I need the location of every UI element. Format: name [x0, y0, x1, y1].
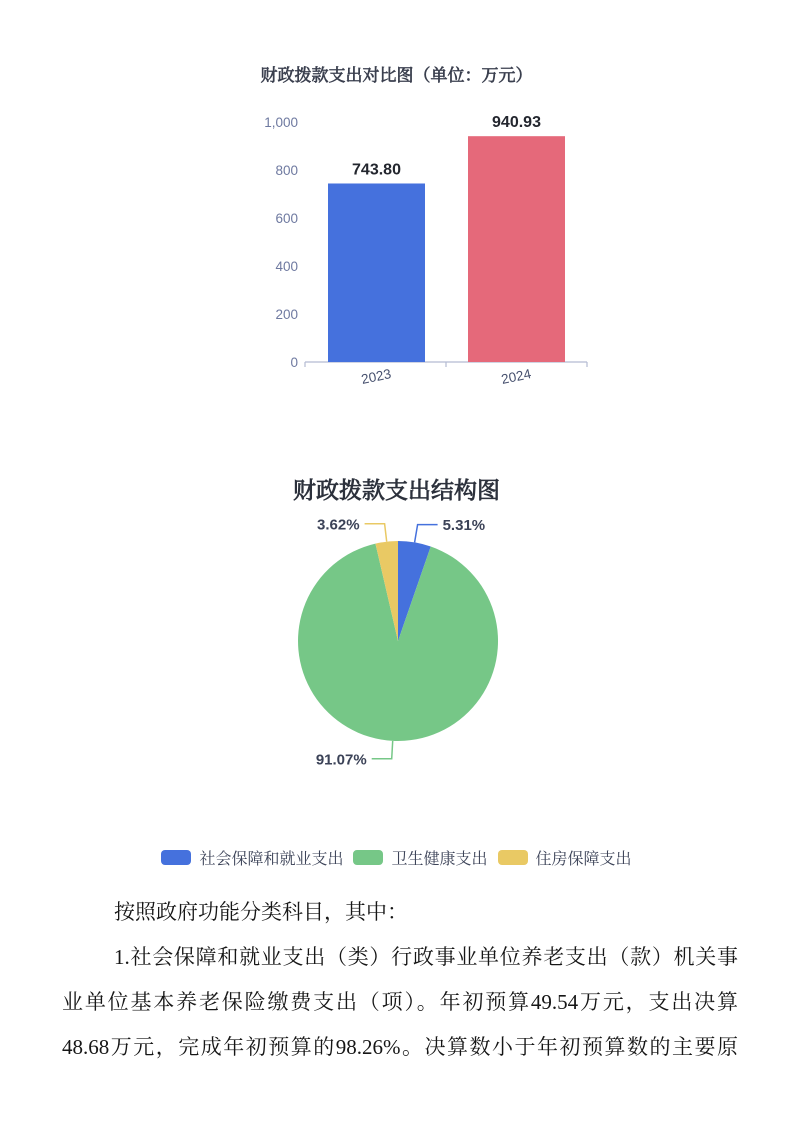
pie-label-line	[372, 741, 393, 759]
bar-value-label: 743.80	[352, 161, 401, 179]
legend-item-housing	[498, 846, 632, 869]
pie-percent-label: 5.31%	[442, 517, 486, 535]
paragraph-line: 48.68万元，完成年初预算的98.26%。决算数小于年初预算数的主要原	[62, 1035, 738, 1059]
x-axis-tick-label: 2023	[359, 366, 393, 387]
paragraph-line: 1.社会保障和就业支出（类）行政事业单位养老支出（款）机关事	[114, 945, 738, 969]
pie-label-line	[365, 524, 387, 542]
y-axis-tick-label: 800	[275, 163, 298, 178]
y-axis-tick-label: 1,000	[264, 115, 298, 130]
bar-2024	[468, 136, 565, 362]
legend-label: 社会保障和就业支出	[199, 851, 344, 868]
bar-value-label: 940.93	[492, 114, 541, 132]
y-axis-tick-label: 0	[290, 355, 298, 370]
legend-item-health	[353, 846, 487, 869]
pie-chart-title: 财政拨款支出结构图	[293, 477, 500, 503]
y-axis-tick-label: 600	[275, 211, 298, 226]
paragraph-line: 业单位基本养老保险缴费支出（项）。年初预算49.54万元，支出决算	[62, 990, 738, 1014]
pie-legend	[0, 846, 793, 869]
paragraph-line: 按照政府功能分类科目，其中：	[114, 900, 408, 924]
pie-label-line	[415, 525, 438, 543]
bar-chart	[240, 100, 600, 400]
legend-label: 卫生健康支出	[391, 851, 488, 868]
bar-chart-svg	[240, 100, 600, 400]
y-axis-tick-label: 200	[275, 307, 298, 322]
pie-percent-label: 91.07%	[315, 751, 367, 769]
x-axis-tick-label: 2024	[499, 366, 533, 387]
pie-chart-svg	[250, 505, 550, 785]
y-axis-tick-label: 400	[275, 259, 298, 274]
bar-chart-title: 财政拨款支出对比图（单位：万元）	[260, 66, 533, 85]
pie-percent-label: 3.62%	[317, 516, 360, 534]
pie-chart	[250, 505, 550, 785]
bar-2023	[328, 183, 425, 362]
legend-label: 住房保障支出	[535, 851, 632, 868]
body-paragraphs	[62, 890, 738, 1070]
legend-swatch-social-security	[161, 850, 191, 865]
legend-item-social-security	[161, 846, 343, 869]
x-axis-line	[305, 362, 587, 367]
legend-swatch-health	[353, 850, 383, 865]
legend-swatch-housing	[498, 850, 528, 865]
